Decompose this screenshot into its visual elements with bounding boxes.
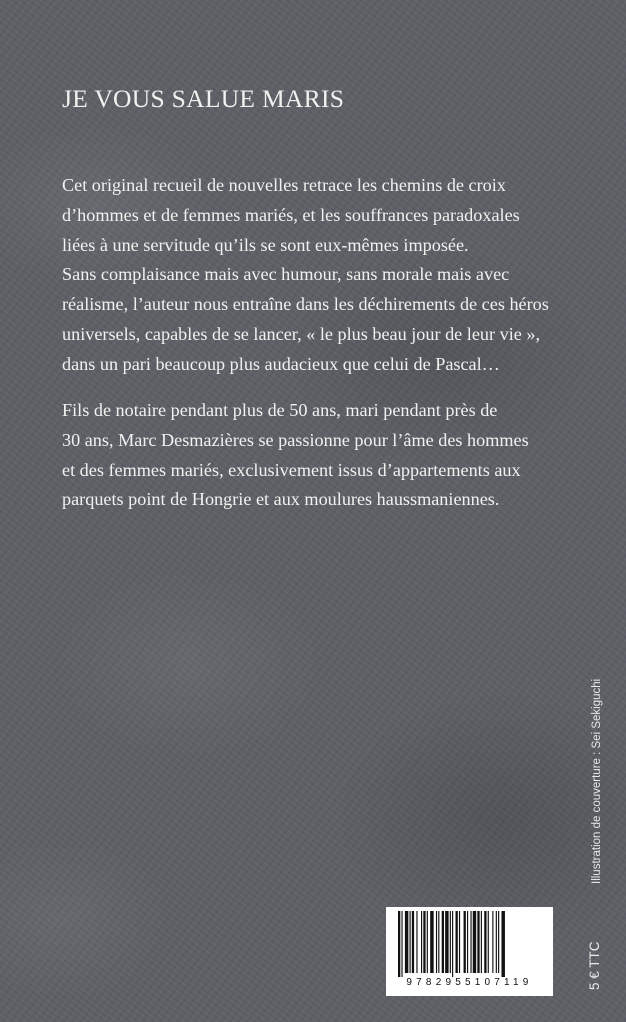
blurb-line: Sans complaisance mais avec humour, sans morale mais avec [62, 264, 510, 285]
illustration-credit: Illustration de couverture : Sei Sekiguchi [591, 678, 603, 884]
blurb-line: réalisme, l’auteur nous entraîne dans les déchirements de ces héros [62, 294, 549, 315]
barcode-bar [436, 911, 437, 973]
barcode-bar [459, 911, 460, 973]
barcode-bar [496, 911, 497, 973]
barcode-bar [470, 911, 471, 973]
barcode-bar [477, 911, 479, 973]
bio-line: Fils de notaire pendant plus de 50 ans, mari pendant près de [62, 400, 498, 420]
barcode-bar [416, 911, 417, 973]
barcode-bar [412, 911, 414, 973]
barcode-bar [398, 911, 400, 977]
blurb-line: Cet original recueil de nouvelles retrace les chemins de croix [62, 175, 506, 195]
barcode-bar [473, 911, 476, 973]
barcode-bar [502, 911, 505, 977]
barcode-bar [427, 911, 428, 973]
barcode-bar [405, 911, 408, 973]
barcode-bar [452, 911, 453, 977]
barcode-bar [401, 911, 402, 977]
barcode-bar [423, 911, 425, 973]
blurb-line: d’hommes et de femmes mariés, et les souffrances paradoxales [62, 204, 520, 225]
blurb-line: dans un pari beaucoup plus audacieux que celui de Pascal… [62, 353, 500, 374]
barcode-bar [456, 911, 458, 973]
barcode-bar [492, 911, 493, 973]
book-title: JE VOUS SALUE MARIS [62, 84, 345, 113]
bio-line: parquets point de Hongrie et aux moulures haussmaniennes. [62, 489, 500, 510]
book-blurb [62, 171, 582, 380]
barcode-bar [450, 911, 451, 973]
bio-line: 30 ans, Marc Desmazières se passionne pour l’âme des hommes [62, 429, 529, 450]
barcode-bar [467, 911, 468, 973]
barcode-bar [488, 911, 489, 973]
barcode-bar [421, 911, 422, 973]
blurb-line: universels, capables de se lancer, « le plus beau jour de leur vie », [62, 323, 541, 344]
barcode-bar [438, 911, 439, 973]
barcode-bar [430, 911, 433, 973]
price-label: 5 € TTC [587, 941, 602, 990]
author-bio [62, 396, 582, 515]
bio-line: et des femmes mariés, exclusivement issus d’appartements aux [62, 459, 521, 480]
blurb-line: liées à une servitude qu’ils se sont eux-mêmes imposée. [62, 234, 469, 255]
barcode-bar [464, 911, 466, 973]
barcode-bar [410, 911, 411, 973]
isbn-number: 9782955107119 [406, 977, 533, 988]
barcode-bar [498, 911, 499, 973]
barcode-bar [442, 911, 444, 973]
barcode-bar [481, 911, 482, 973]
barcode-bar [445, 911, 448, 973]
isbn-barcode [386, 907, 553, 996]
barcode-bar [484, 911, 486, 973]
